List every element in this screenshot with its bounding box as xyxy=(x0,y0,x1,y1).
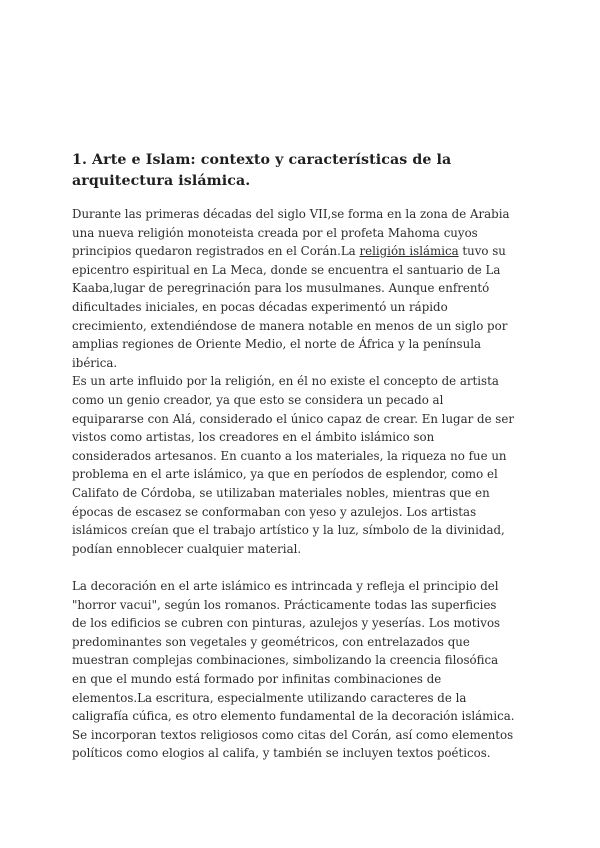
text-line: como un genio creador, ya que esto se considera un pecado al xyxy=(72,392,444,407)
text-line: podían ennoblecer cualquier material. xyxy=(72,541,302,556)
text-line: Se incorporan textos religiosos como citas del Corán, así como elementos xyxy=(72,727,514,742)
text-line: Es un arte influido por la religión, en él no existe el concepto de artista xyxy=(72,374,499,389)
text-fragment: tuvo su xyxy=(458,244,506,259)
heading-line: 1. Arte e Islam: contexto y características de la xyxy=(72,152,452,168)
text-line: La decoración en el arte islámico es intrincada y refleja el principio del xyxy=(72,579,499,593)
text-line: ibérica. xyxy=(72,355,118,370)
text-line: Califato de Córdoba, se utilizaban materiales nobles, mientras que en xyxy=(72,485,490,500)
religion-islamica-link[interactable]: religión islámica xyxy=(359,244,459,259)
text-line: predominantes son vegetales y geométricos, con entrelazados que xyxy=(72,634,470,649)
text-line: Kaaba,lugar de peregrinación para los musulmanes. Aunque enfrentó xyxy=(72,281,490,296)
text-line: problema en el arte islámico, ya que en períodos de esplendor, como el xyxy=(72,467,498,482)
text-line: considerados artesanos. En cuanto a los materiales, la riqueza no fue un xyxy=(72,448,507,463)
text-line: amplias regiones de Oriente Medio, el norte de África y la península xyxy=(72,337,481,352)
text-line: en que el mundo está formado por infinitas combinaciones de xyxy=(72,671,442,686)
text-line: crecimiento, extendiéndose de manera notable en menos de un siglo por xyxy=(72,318,508,333)
text-line: epicentro espiritual en La Meca, donde se encuentra el santuario de La xyxy=(72,262,501,277)
text-line xyxy=(72,242,542,261)
text-line: elementos.La escritura, especialmente utilizando caracteres de la xyxy=(72,690,467,705)
paragraph-history xyxy=(72,205,542,558)
text-line: caligrafía cúfica, es otro elemento fundamental de la decoración islámica. xyxy=(72,709,515,724)
text-fragment: principios quedaron registrados en el Corán.La xyxy=(72,244,360,259)
text-line: de los edificios se cubren con pinturas, azulejos y yeserías. Los motivos xyxy=(72,616,501,631)
text-line: políticos como elogios al califa, y también se incluyen textos poéticos. xyxy=(72,746,491,761)
text-line: Durante las primeras décadas del siglo VII,se forma en la zona de Arabia xyxy=(72,207,510,221)
text-line: una nueva religión monoteista creada por el profeta Mahoma cuyos xyxy=(72,225,478,240)
text-line: dificultades iniciales, en pocas décadas experimentó un rápido xyxy=(72,299,448,314)
text-line: muestran complejas combinaciones, simbolizando la creencia filosófica xyxy=(72,653,499,668)
text-line: vistos como artistas, los creadores en el ámbito islámico son xyxy=(72,430,435,445)
text-line: islámicos creían que el trabajo artístico y la luz, símbolo de la divinidad, xyxy=(72,523,505,538)
text-line: épocas de escasez se conformaban con yeso y azulejos. Los artistas xyxy=(72,504,477,519)
text-line: "horror vacui", según los romanos. Prácticamente todas las superficies xyxy=(72,597,497,612)
paragraph-decoration xyxy=(72,577,542,763)
heading-line: arquitectura islámica. xyxy=(72,173,251,189)
text-line: equipararse con Alá, considerado el único capaz de crear. En lugar de ser xyxy=(72,411,514,426)
section-heading xyxy=(72,150,542,192)
